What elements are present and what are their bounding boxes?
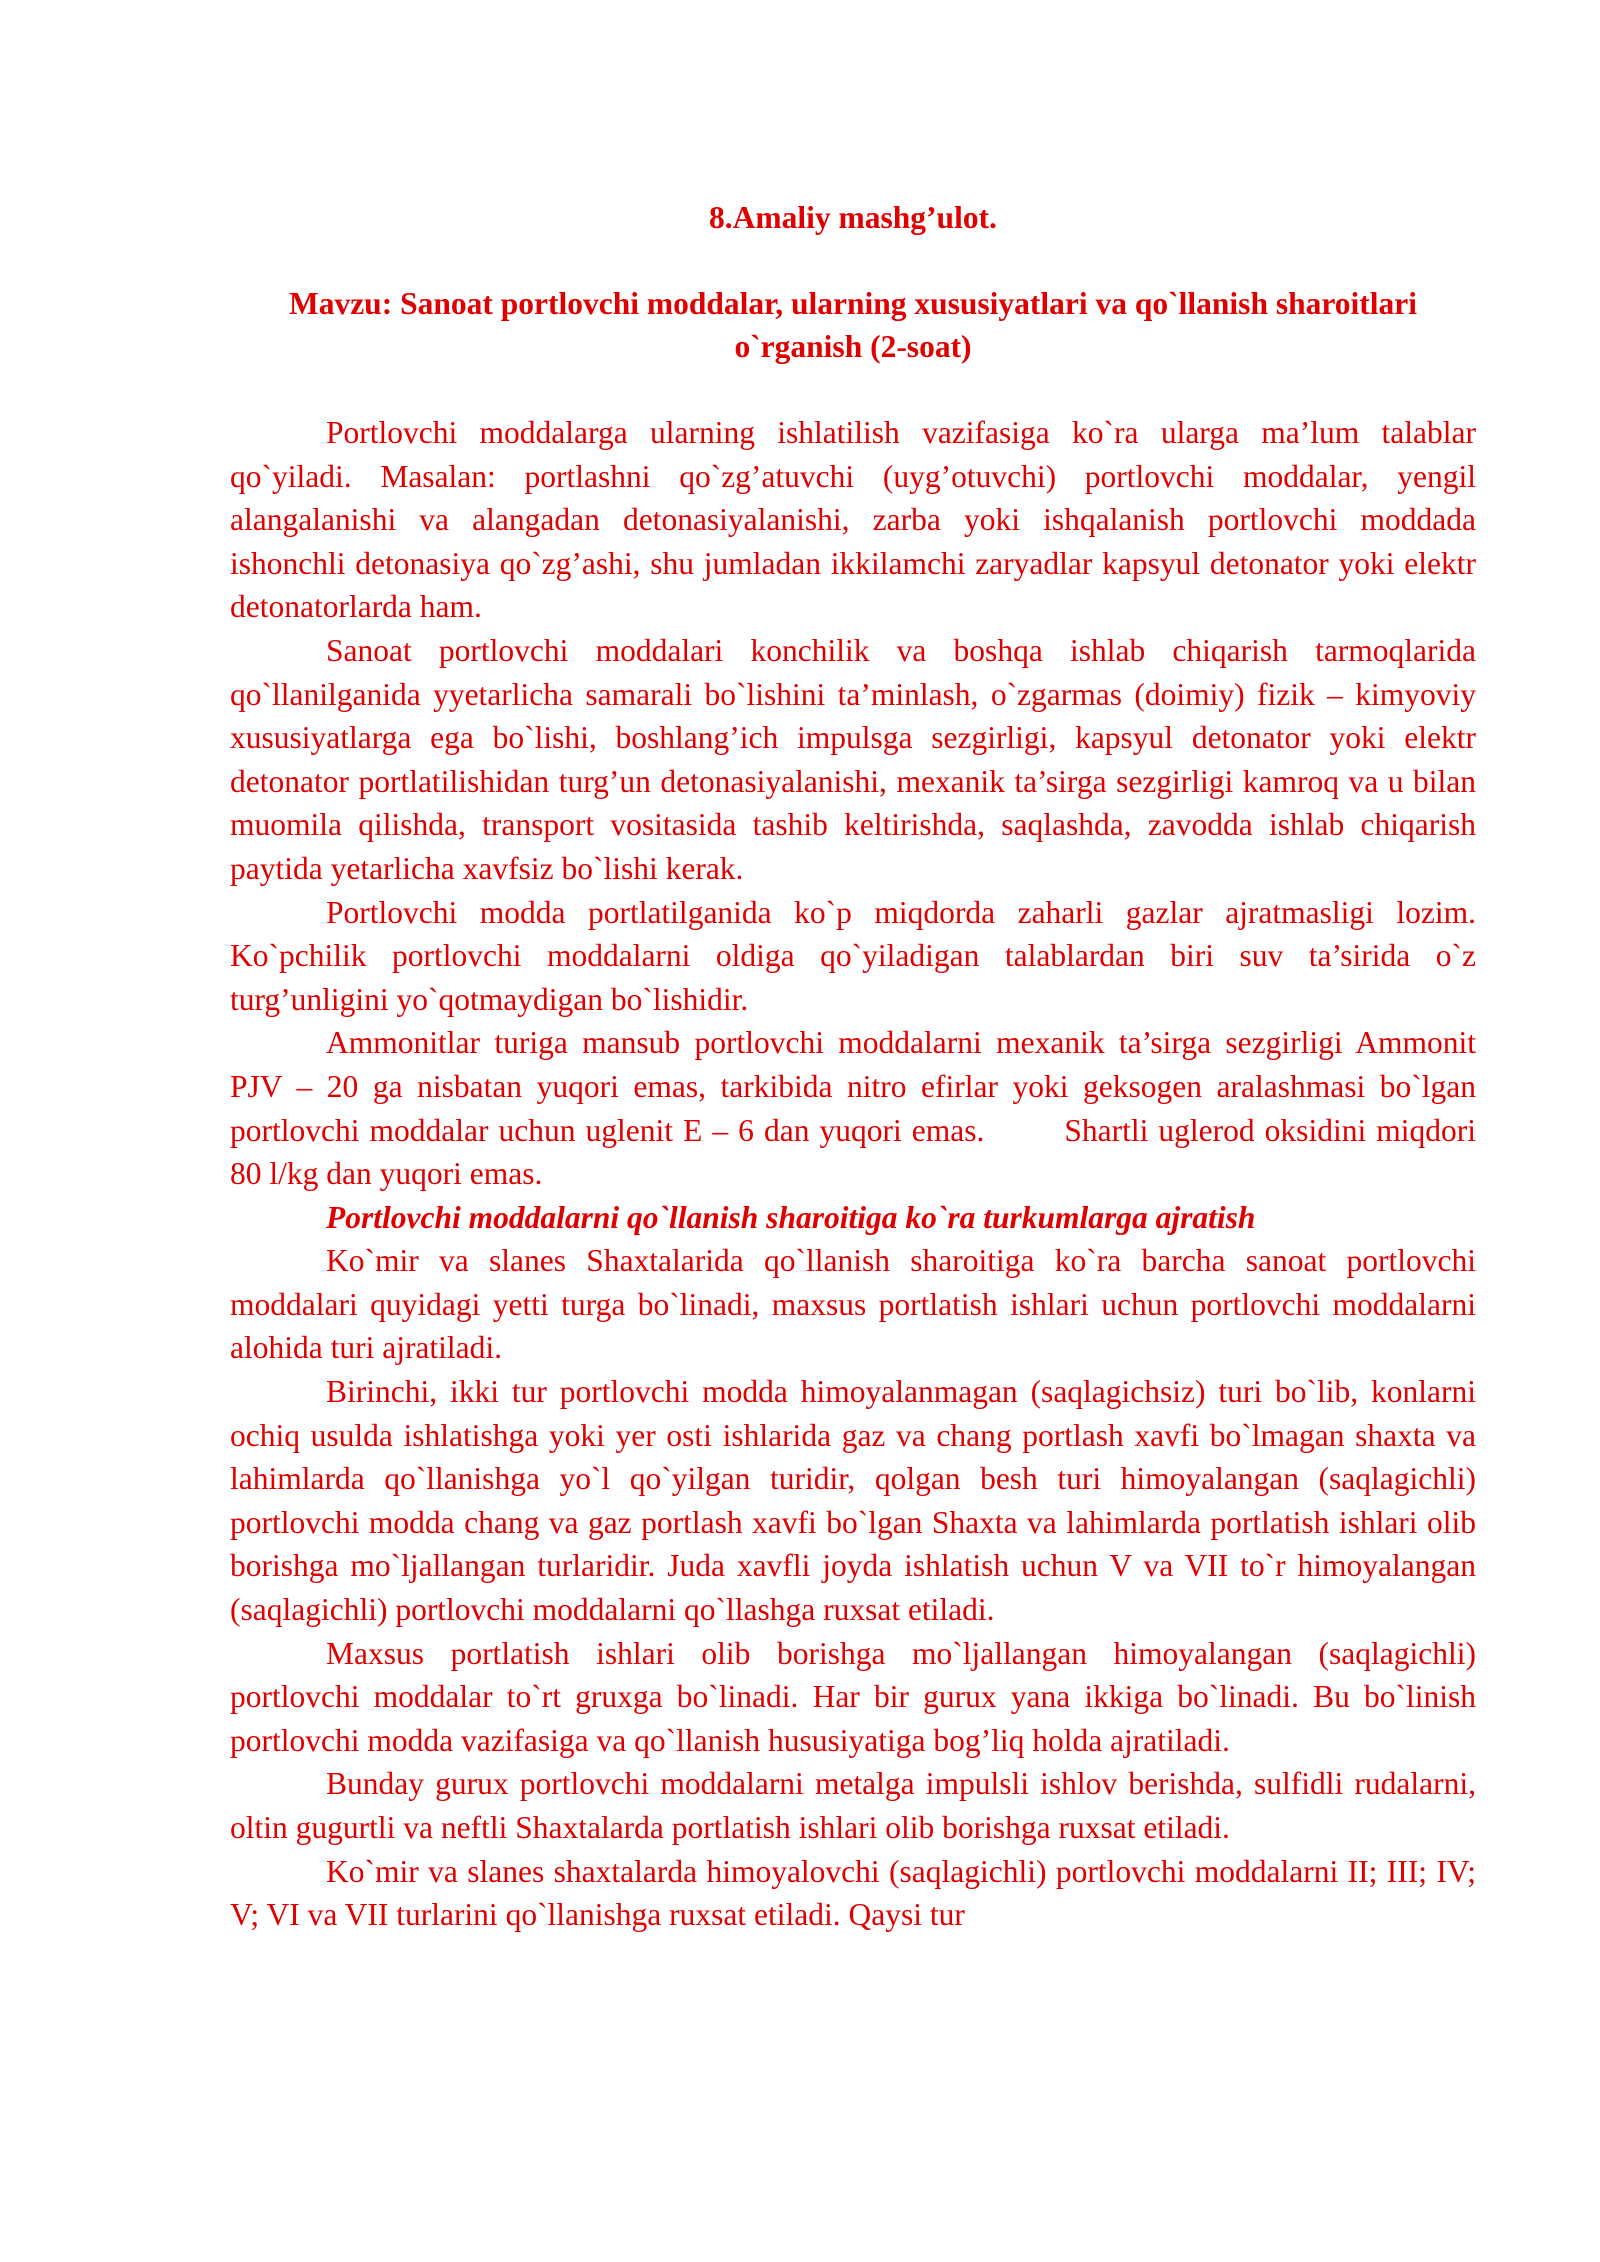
paragraph-first-types: Birinchi, ikki tur portlovchi modda himoyalanmagan (saqlagichsiz) turi bo`lib, konlarni ochiq usulda ishlatishga yoki yer osti ishlarida gaz va chang portlash xavfi bo`lmagan shaxta va lahimlarda qo`llanishga yo`l qo`yilgan turidir, qolgan besh turi himoyalangan (saqlagichli) portlovchi modda chang va gaz portlash xavfi bo`lgan Shaxta va lahimlarda portlatish ishlari olib borishga mo`ljallangan turlaridir. Juda xavfli joyda ishlatish uchun V va VII to`r himoyalangan (saqlagichli) portlovchi moddalarni qo`llashga ruxsat etiladi.	[230, 1374, 1476, 1628]
topic-heading: Mavzu: Sanoat portlovchi moddalar, ularning xususiyatlari va qo`llanish sharoitlari o`rganish (2-soat)	[288, 286, 1418, 364]
page-title: 8.Amaliy mashg’ulot.	[709, 200, 997, 235]
paragraph-industrial-explosives: Sanoat portlovchi moddalari konchilik va boshqa ishlab chiqarish tarmoqlarida qo`llanilganida yyetarlicha samarali bo`lishini ta’minlash, o`zgarmas (doimiy) fizik – kimyoviy xususiyatlarga ega bo`lishi, boshlang’ich impulsga sezgirligi, kapsyul detonator yoki elektr detonator portlatilishidan turg’un detonasiyalanishi, mexanik ta’sirga sezgirligi kamroq va u bilan muomila qilishda, transport vositasida tashib keltirishda, saqlashda, zavodda ishlab chiqarish paytida yetarlicha xavfsiz bo`lishi kerak.	[230, 632, 1476, 886]
paragraph-ammonites-tail: Shartli uglerod oksidini miqdori 80 l/kg dan yuqori emas.	[230, 1112, 1476, 1192]
paragraph-requirements: Portlovchi moddalarga ularning ishlatilish vazifasiga ko`ra ularga ma’lum talablar qo`yiladi. Masalan: portlashni qo`zg’atuvchi (uyg’otuvchi) portlovchi moddalar, yengil alangalanishi va alangadan detonasiyalanishi, zarba yoki ishqalanish portlovchi moddada ishonchli detonasiya qo`zg’ashi, shu jumladan ikkilamchi zaryadlar kapsyul detonator yoki elektr detonatorlarda ham.	[230, 415, 1476, 625]
section-subheading: Portlovchi moddalarni qo`llanish sharoitiga ko`ra turkumlarga ajratish	[326, 1199, 1256, 1235]
paragraph-ammonites-text: Ammonitlar turiga mansub portlovchi moddalarni mexanik ta’sirga sezgirligi Ammonit PJV – 20 ga nisbatan yuqori emas, tarkibida nitro efirlar yoki geksogen aralashmasi bo`lgan portlovchi moddalar uchun uglenit E – 6 dan yuqori emas.	[230, 1025, 1476, 1148]
paragraph-toxic-gases: Portlovchi modda portlatilganida ko`p miqdorda zaharli gazlar ajratmasligi lozim. Ko`pchilik portlovchi moddalarni oldiga qo`yiladigan talablardan biri suv ta’sirida o`z turg’unligini yo`qotmaydigan bo`lishidir.	[230, 894, 1476, 1017]
document-page	[230, 196, 1476, 1937]
paragraph-ammonites	[230, 1021, 1476, 1195]
paragraph-special-groups: Maxsus portlatish ishlari olib borishga mo`ljallangan himoyalangan (saqlagichli) portlovchi moddalar to`rt gruxga bo`linadi. Har bir gurux yana ikkiga bo`linadi. Bu bo`linish portlovchi modda vazifasiga va qo`llanish hususiyatiga bog’liq holda ajratiladi.	[230, 1635, 1476, 1758]
paragraph-allowed-types: Ko`mir va slanes shaxtalarda himoyalovchi (saqlagichli) portlovchi moddalarni II; III; IV; V; VI va VII turlarini qo`llanishga ruxsat etiladi. Qaysi tur	[230, 1853, 1476, 1933]
paragraph-metal-impulse: Bunday gurux portlovchi moddalarni metalga impulsli ishlov berishda, sulfidli rudalarni, oltin gugurtli va neftli Shaxtalarda portlatish ishlari olib borishga ruxsat etiladi.	[230, 1766, 1476, 1845]
paragraph-coal-shafts: Ko`mir va slanes Shaxtalarida qo`llanish sharoitiga ko`ra barcha sanoat portlovchi moddalari quyidagi yetti turga bo`linadi, maxsus portlatish ishlari uchun portlovchi moddalarni alohida turi ajratiladi.	[230, 1243, 1476, 1366]
